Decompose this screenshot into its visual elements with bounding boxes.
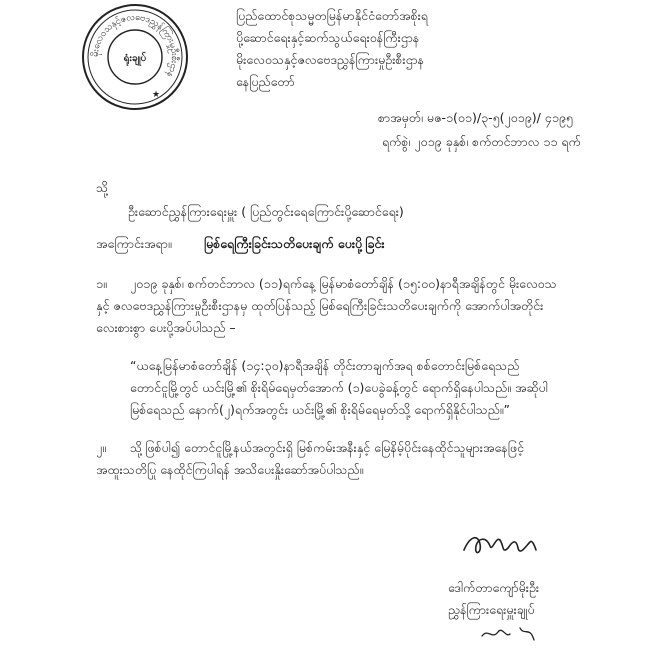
subject-label: အကြောင်းအရာ။: [96, 236, 172, 251]
handwritten-signature: [460, 528, 540, 564]
paragraph-2-number: ၂။: [96, 440, 106, 455]
letter-date: ရက်စွဲ၊ ၂၀၁၉ ခုနှစ်၊ စက်တင်ဘာလ ၁၁ ရက်: [382, 134, 581, 149]
warning-quote-line: “ယနေ့မြန်မာစံတော်ချိန် (၁၄:၃၀)နာရီအချိန် တိုင်းတာချက်အရ စစ်တောင်းမြစ်ရေသည်: [130, 358, 520, 373]
recipient: ဦးဆောင်ညွှန်ကြားရေးမှူး ( ပြည်တွင်းရေကြောင်းပို့ဆောင်ရေး): [128, 204, 404, 219]
warning-quote-line: မြစ်ရေသည် နောက်(၂)ရက်အတွင်း ယင်းမြို့၏ စိုးရိမ်ရေမှတ်သို့ ရောက်ရှိနိုင်ပါသည်။”: [130, 402, 511, 417]
signatory-name: ဒေါက်တာကျော်မိုးဦး: [448, 580, 540, 595]
seal-star-icon: ★: [151, 90, 161, 100]
header-ministry: ပို့ဆောင်ရေးနှင့်ဆက်သွယ်ရေးဝန်ကြီးဌာန: [236, 30, 420, 45]
warning-quote-line: တောင်ငူမြို့တွင် ယင်းမြို့၏ စိုးရိမ်ရေမှတ်အောက် (၁)ပေခွဲခန့်တွင် ရောက်ရှိနေပါသည်။ အဆိုပါ: [130, 380, 548, 395]
seal-center-text: ရုံးချုပ်: [123, 53, 147, 64]
paragraph-1-line: လေးစားစွာ ပေးပို့အပ်ပါသည် –: [96, 320, 236, 335]
subject-text: မြစ်ရေကြီးခြင်းသတိပေးချက် ပေးပို့ခြင်း: [204, 236, 385, 251]
paragraph-1-line: ၂၀၁၉ ခုနှစ်၊ စက်တင်ဘာလ (၁၁)ရက်နေ့ မြန်မာစံတော်ချိန် (၁၅:၀၀)နာရီအချိန်တွင် မိုးလေဝသ: [130, 276, 557, 291]
to-label: သို့: [96, 180, 109, 195]
department-seal-stamp: [80, 2, 190, 112]
paragraph-1-number: ၁။: [96, 276, 107, 291]
letter-number: စာအမှတ်၊ မဇ-၁(၀၁)/၃-၅(၂၀၁၉)/ ၄၁၉၅: [378, 110, 573, 125]
paragraph-2-line: သို့ဖြစ်ပါ၍ တောင်ငူမြို့နယ်အတွင်းရှိ မြစ်ကမ်းအနီးနှင့် မြေနိမ့်ပိုင်းနေထိုင်သူများအနေဖြင့်: [130, 440, 524, 455]
handwritten-initial: [480, 622, 540, 644]
paragraph-1-line: နှင့် ဇလဗေဒညွှန်ကြားမှုဦးစီးဌာနမှ ထုတ်ပြန်သည့် မြစ်ရေကြီးခြင်းသတိပေးချက်ကို အောက်ပါအတိုင်း: [96, 298, 544, 313]
signatory-title: ညွှန်ကြားရေးမှူးချုပ်: [448, 602, 535, 617]
paragraph-2-line: အထူးသတိပြု နေထိုင်ကြပါရန် အသိပေးနှိုးဆော်အပ်ပါသည်။: [96, 462, 364, 477]
header-government: ပြည်ထောင်စုသမ္မတမြန်မာနိုင်ငံတော်အစိုးရ: [236, 8, 428, 23]
header-department: မိုးလေဝသနှင့်ဇလဗေဒညွှန်ကြားမှုဦးစီးဌာန: [236, 52, 425, 67]
seal-ring-text: မိုးလေဝသနှင့်ဇလဗေဒညွှန်ကြားမှုဦးစီးဌာန: [90, 12, 180, 79]
header-location: နေပြည်တော်: [236, 74, 295, 89]
